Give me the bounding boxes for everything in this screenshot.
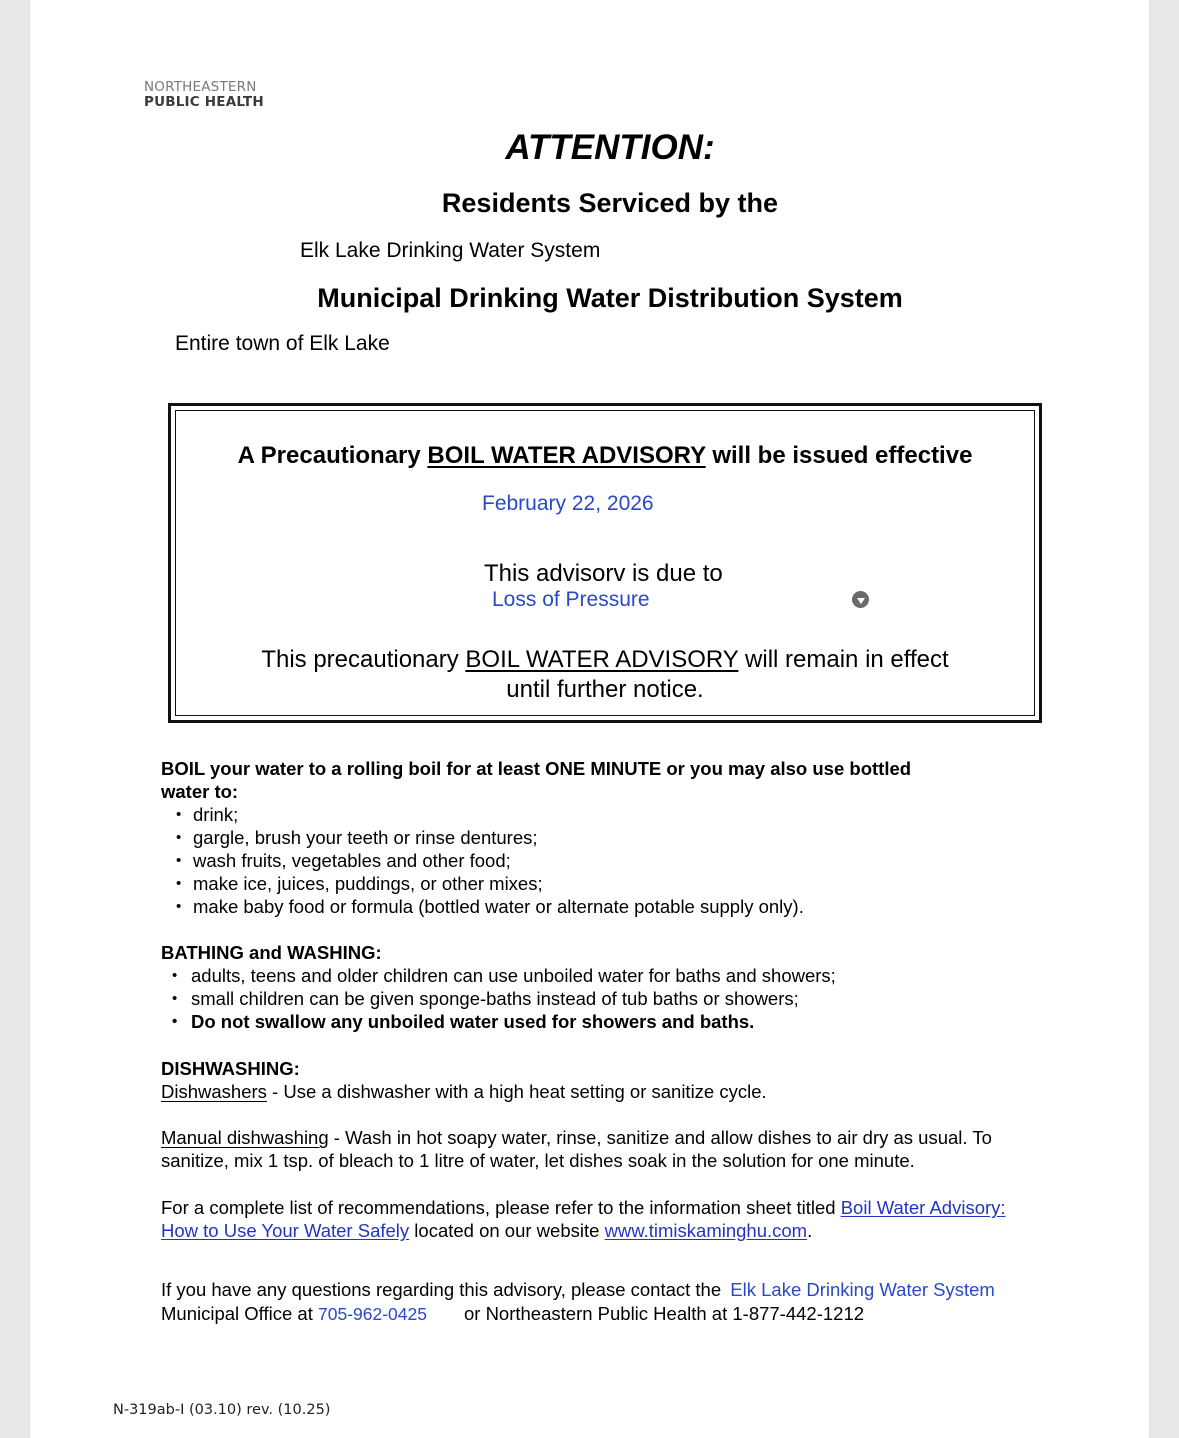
manual-dishwashing-label: Manual dishwashing [161,1127,329,1148]
bathing-section [161,941,836,1033]
dishwashers-label: Dishwashers [161,1081,267,1102]
bathing-heading: BATHING and WASHING: [161,942,382,963]
remain-line-2: until further notice. [506,676,704,703]
boil-list-item: • gargle, brush your teeth or rinse dentures; [161,826,911,849]
document-page [30,0,1149,1438]
advisory-headline [176,442,1034,470]
period: . [807,1220,813,1241]
bathing-list-item: • small children can be given sponge-baths instead of tub baths or showers; [161,987,836,1010]
headline-boil-water-advisory: BOIL WATER ADVISORY [427,442,706,469]
headline-post: will be issued effective [705,442,973,469]
manual-dishwashing-line-2: sanitize, mix 1 tsp. of bleach to 1 litre of water, let dishes soak in the solution for one minute. [161,1150,915,1171]
boil-list-item: • make ice, juices, puddings, or other mixes; [161,872,911,895]
remain-boil-water-advisory: BOIL WATER ADVISORY [465,646,739,673]
due-to-label: This advisorv is due to [484,560,723,587]
distribution-heading: Municipal Drinking Water Distribution System [317,283,903,313]
form-code: N-319ab-I (03.10) rev. (10.25) [113,1402,331,1418]
dishwashers-line [161,1080,992,1103]
reason-dropdown-value[interactable]: Loss of Pressure [492,588,650,611]
website-link[interactable]: www.timiskaminghu.com [604,1220,808,1241]
recommendations-text: For a complete list of recommendations, please refer to the information sheet titled [161,1197,841,1218]
service-area-field[interactable]: Entire town of Elk Lake [175,332,390,355]
contact-text: If you have any questions regarding this advisory, please contact the [161,1279,727,1300]
advisory-box [168,403,1042,723]
website-lead-text: located on our website [409,1220,605,1241]
info-sheet-link[interactable]: Boil Water Advisory: [840,1197,1006,1218]
remain-post: will remain in effect [738,646,949,673]
headline-pre: A Precautionary [237,442,428,469]
bathing-list-item: • adults, teens and older children can use unboiled water for baths and showers; [161,964,836,987]
system-name-field[interactable]: Elk Lake Drinking Water System [300,239,601,262]
logo-line-2: PUBLIC HEALTH [144,94,264,110]
info-sheet-link-cont[interactable]: How to Use Your Water Safely [161,1220,410,1241]
chevron-down-icon[interactable] [852,591,869,608]
advisory-remain-text [176,645,1034,705]
office-phone-field[interactable]: 705-962-0425 [317,1304,427,1324]
logo-line-1: NORTHEASTERN [144,79,257,95]
effective-date-field[interactable]: February 22, 2026 [482,492,654,515]
recommendations-paragraph [161,1196,1006,1242]
dishwashing-section [161,1057,992,1172]
manual-dishwashing-line-1 [161,1126,992,1149]
boil-heading-line-1: BOIL your water to a rolling boil for at least ONE MINUTE or you may also use bottled [161,758,912,779]
residents-heading: Residents Serviced by the [441,188,779,218]
dishwashers-text: - Use a dishwasher with a high heat setting or sanitize cycle. [266,1081,767,1102]
remain-pre: This precautionary [261,646,466,673]
boil-list-item: • wash fruits, vegetables and other food; [161,849,911,872]
boil-list-item: • make baby food or formula (bottled water or alternate potable supply only). [161,895,911,918]
contact-system-field[interactable]: Elk Lake Drinking Water System [730,1279,995,1300]
boil-section [161,757,911,918]
bathing-warning-item: • Do not swallow any unboiled water used for showers and baths. [161,1010,836,1033]
dishwashing-heading: DISHWASHING: [161,1058,300,1079]
nph-contact-text: or Northeastern Public Health at 1-877-442-1212 [463,1303,865,1324]
boil-list-item: • drink; [161,803,911,826]
office-label: Municipal Office at [161,1303,318,1324]
northeastern-public-health-logo [144,80,264,110]
boil-heading-line-2: water to: [161,781,239,802]
attention-heading: ATTENTION: [505,128,715,167]
manual-text-1: - Wash in hot soapy water, rinse, sanitize and allow dishes to air dry as usual. To [328,1127,992,1148]
contact-paragraph [161,1278,995,1326]
